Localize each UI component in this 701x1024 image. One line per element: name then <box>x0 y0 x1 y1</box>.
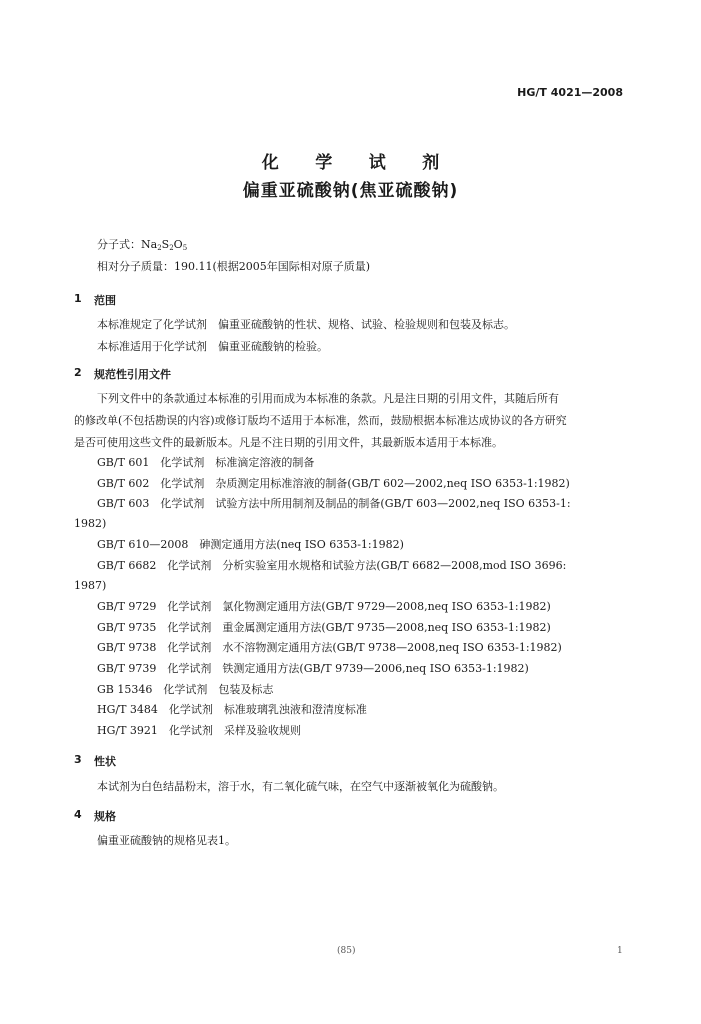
section-1-paragraph-1: 本标准规定了化学试剂 偏重亚硫酸钠的性状、规格、试验、检验规则和包装及标志。 <box>97 318 515 331</box>
reference-hgt-3921: HG/T 3921 化学试剂 采样及验收规则 <box>97 724 301 737</box>
section-4-paragraph: 偏重亚硫酸钠的规格见表1。 <box>97 834 236 847</box>
title-product: 偏重亚硫酸钠(焦亚硫酸钠) <box>242 181 459 201</box>
page-number-center: (85) <box>337 946 356 956</box>
section-3-number: 3 <box>74 753 82 766</box>
section-2-intro-line-1: 下列文件中的条款通过本标准的引用而成为本标准的条款。凡是注日期的引用文件，其随后所有 <box>97 392 559 405</box>
reference-gbt-603-continued: 1982) <box>74 517 107 530</box>
formula-element-o: O <box>173 238 183 251</box>
section-2-intro-line-3: 是否可使用这些文件的最新版本。凡是不注日期的引用文件，其最新版本适用于本标准。 <box>74 436 503 449</box>
standard-code: HG/T 4021—2008 <box>517 86 623 99</box>
reference-gbt-9738: GB/T 9738 化学试剂 水不溶物测定通用方法(GB/T 9738—2008,neq ISO 6353-1:1982) <box>97 641 562 654</box>
reference-gbt-6682-continued: 1987) <box>74 579 107 592</box>
reference-gbt-9739: GB/T 9739 化学试剂 铁测定通用方法(GB/T 9739—2006,neq ISO 6353-1:1982) <box>97 662 529 675</box>
formula-sub-o: 5 <box>182 244 188 252</box>
molecular-formula <box>97 238 187 255</box>
molecular-weight: 相对分子质量：190.11(根据2005年国际相对原子质量) <box>97 260 371 273</box>
reference-gbt-602: GB/T 602 化学试剂 杂质测定用标准溶液的制备(GB/T 602—2002,neq ISO 6353-1:1982) <box>97 477 570 490</box>
title-category: 化 学 试 剂 <box>261 153 455 173</box>
reference-gbt-6682: GB/T 6682 化学试剂 分析实验室用水规格和试验方法(GB/T 6682—2008,mod ISO 3696: <box>97 559 567 572</box>
section-1-paragraph-2: 本标准适用于化学试剂 偏重亚硫酸钠的检验。 <box>97 340 328 353</box>
formula-element-na: Na <box>141 238 158 251</box>
reference-gb-15346: GB 15346 化学试剂 包装及标志 <box>97 683 274 696</box>
formula-element-s: S <box>161 238 170 251</box>
formula-sub-na: 2 <box>157 244 162 252</box>
section-4-heading: 规格 <box>94 810 116 823</box>
section-2-intro-line-2: 的修改单(不包括勘误的内容)或修订版均不适用于本标准，然而，鼓励根据本标准达成协议的各方研究 <box>74 414 567 427</box>
page-number-right: 1 <box>617 946 623 956</box>
reference-gbt-601: GB/T 601 化学试剂 标准滴定溶液的制备 <box>97 456 315 469</box>
section-2-number: 2 <box>74 366 82 379</box>
formula-sub-s: 2 <box>169 244 174 252</box>
section-1-heading: 范围 <box>94 294 116 307</box>
section-1-number: 1 <box>74 292 82 305</box>
reference-gbt-9735: GB/T 9735 化学试剂 重金属测定通用方法(GB/T 9735—2008,neq ISO 6353-1:1982) <box>97 621 551 634</box>
reference-gbt-603: GB/T 603 化学试剂 试验方法中所用制剂及制品的制备(GB/T 603—2002,neq ISO 6353-1: <box>97 497 571 510</box>
section-4-number: 4 <box>74 808 82 821</box>
reference-gbt-610: GB/T 610—2008 砷测定通用方法(neq ISO 6353-1:1982) <box>97 538 404 551</box>
reference-gbt-9729: GB/T 9729 化学试剂 氯化物测定通用方法(GB/T 9729—2008,neq ISO 6353-1:1982) <box>97 600 551 613</box>
formula-label: 分子式： <box>97 238 141 251</box>
section-3-paragraph: 本试剂为白色结晶粉末，溶于水，有二氧化硫气味，在空气中逐渐被氧化为硫酸钠。 <box>97 780 504 793</box>
section-3-heading: 性状 <box>94 755 116 768</box>
section-2-heading: 规范性引用文件 <box>94 368 171 381</box>
reference-hgt-3484: HG/T 3484 化学试剂 标准玻璃乳浊液和澄清度标准 <box>97 703 367 716</box>
